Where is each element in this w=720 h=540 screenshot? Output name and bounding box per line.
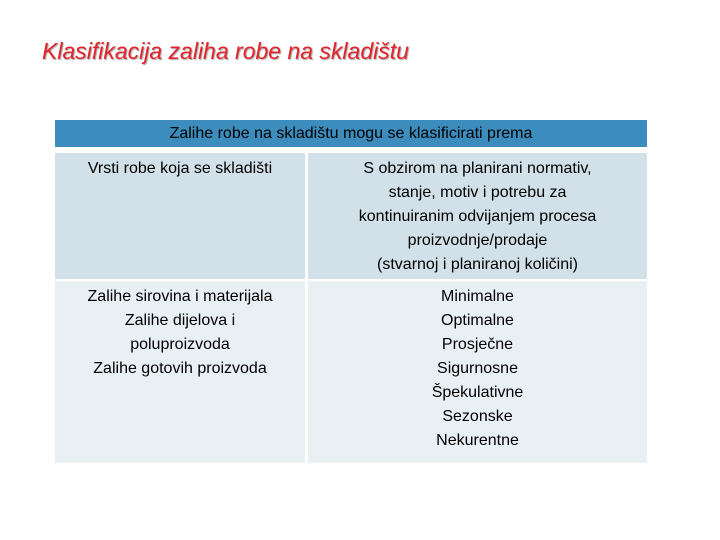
cell-line: Špekulativne (431, 384, 524, 401)
cell-line: S obzirom na planirani normativ, (363, 160, 592, 177)
cell-line: Zalihe gotovih proizvoda (93, 360, 267, 377)
cell-line: Nekurentne (436, 432, 519, 449)
cell-line: Optimalne (441, 312, 514, 329)
table-cell-row2-left (55, 281, 305, 463)
cell-line: poluproizvoda (130, 336, 230, 353)
table-header: Zalihe robe na skladištu mogu se klasificirati prema (55, 120, 647, 150)
cell-line: Sigurnosne (437, 360, 518, 377)
cell-line: Prosječne (441, 336, 514, 353)
cell-line: Zalihe dijelova i (124, 312, 236, 329)
slide-title: Klasifikacija zaliha robe na skladištu (42, 38, 409, 64)
cell-line: Zalihe sirovina i materijala (87, 288, 273, 305)
table-row (55, 281, 647, 463)
cell-line: Vrsti robe koja se skladišti (87, 160, 273, 177)
table-cell-row1-right (308, 153, 647, 279)
cell-line: Sezonske (442, 408, 513, 425)
table-cell-row1-left (55, 153, 305, 279)
table-cell-row2-right (308, 281, 647, 463)
cell-line: (stvarnoj i planiranoj količini) (377, 256, 578, 273)
cell-line: proizvodnje/prodaje (407, 232, 548, 249)
cell-line: Minimalne (441, 288, 514, 305)
cell-line: stanje, motiv i potrebu za (388, 184, 567, 201)
table-row (55, 153, 647, 279)
cell-line: kontinuiranim odvijanjem procesa (358, 208, 597, 225)
